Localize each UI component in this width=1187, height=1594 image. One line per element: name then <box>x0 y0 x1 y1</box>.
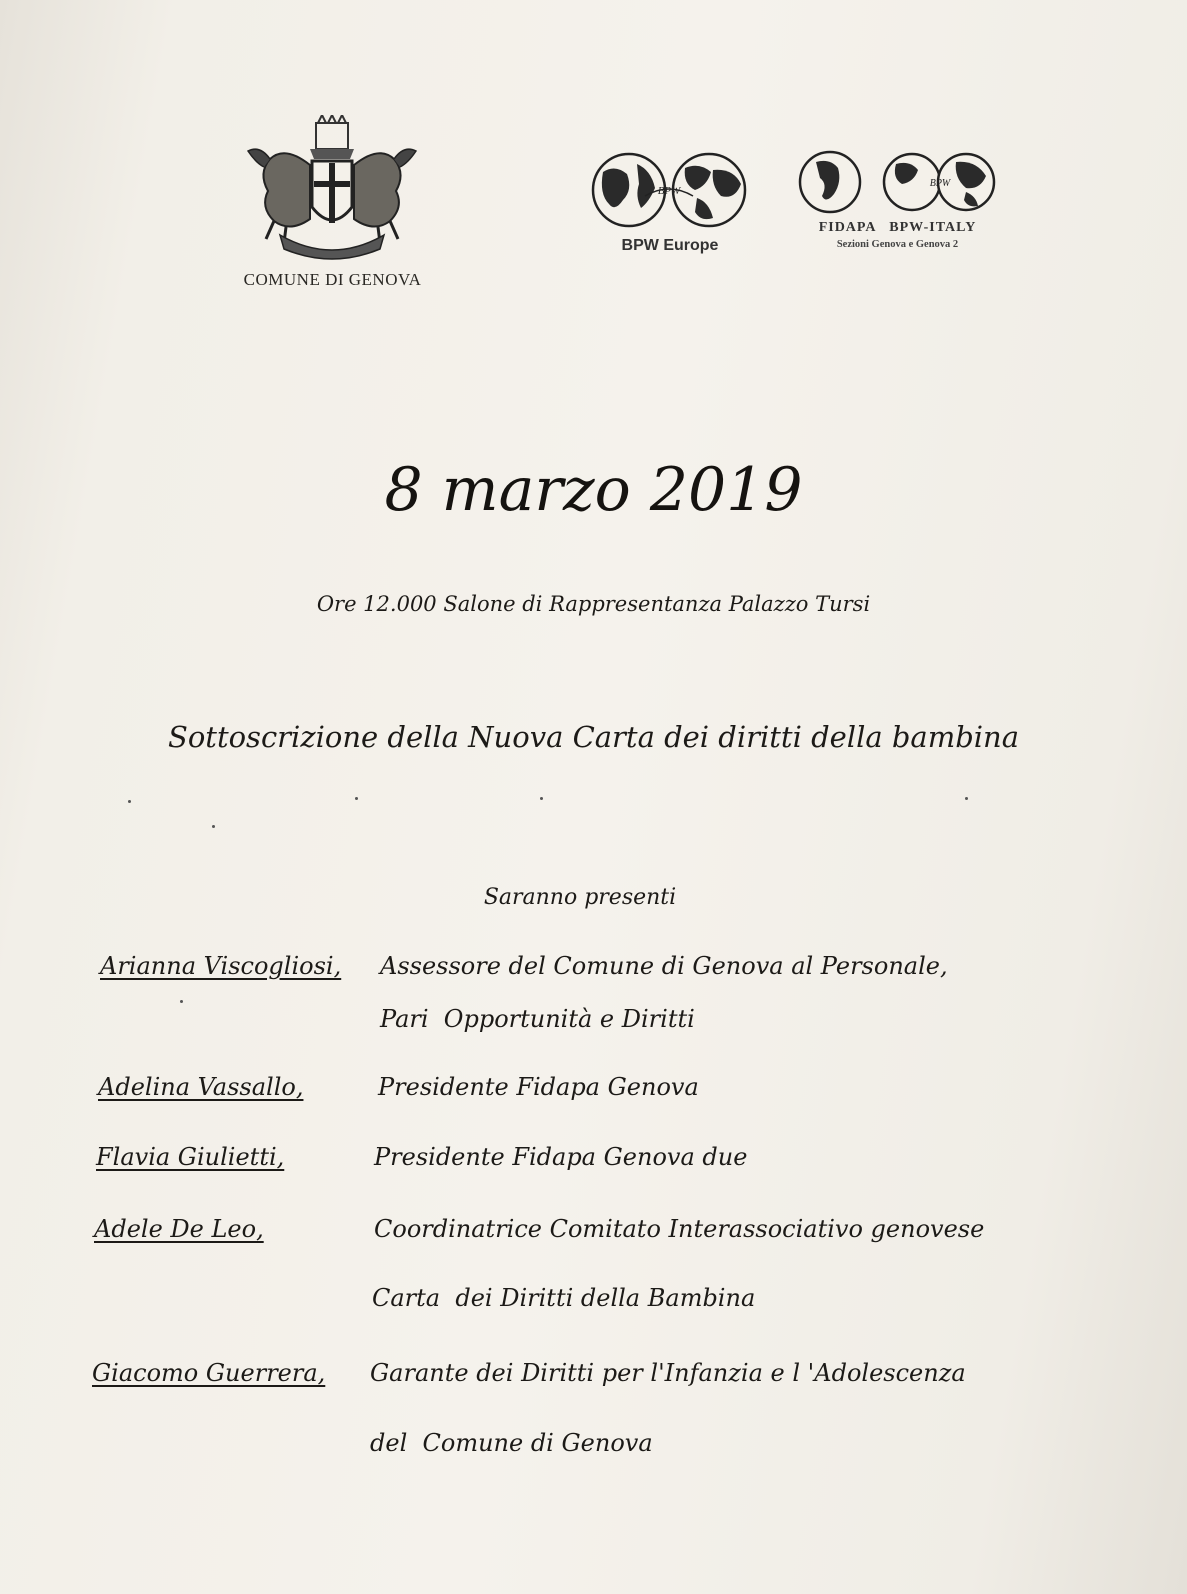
paper-speck <box>212 825 215 828</box>
attendee-role: Presidente Fidapa Genova <box>378 1073 699 1101</box>
bpw-europe-caption: BPW Europe <box>621 237 719 254</box>
attendee-role: Coordinatrice Comitato Interassociativo genovese <box>374 1215 985 1243</box>
paper-speck <box>540 797 543 800</box>
paper-speck <box>355 797 358 800</box>
attendee-role-continued: del Comune di Genova <box>370 1429 653 1457</box>
attendee-name: Arianna Viscogliosi, <box>100 952 342 980</box>
attendee-name: Adelina Vassallo, <box>98 1073 304 1101</box>
attendee-role-continued: Pari Opportunità e Diritti <box>380 1005 695 1033</box>
fidapa-subcaption: Sezioni Genova e Genova 2 <box>836 239 959 250</box>
event-subtitle: Sottoscrizione della Nuova Carta dei diritti della bambina <box>167 720 1020 754</box>
fidapa-caption: FIDAPA BPW-ITALY <box>818 220 977 235</box>
attendee-name: Giacomo Guerrera, <box>92 1359 326 1387</box>
attendee-name: Flavia Giulietti, <box>96 1143 285 1171</box>
comune-genova-caption: COMUNE DI GENOVA <box>243 270 422 289</box>
attendee-role-continued: Carta dei Diritti della Bambina <box>372 1284 756 1312</box>
attendee-role: Assessore del Comune di Genova al Personale, <box>380 952 948 980</box>
attendee-role: Presidente Fidapa Genova due <box>374 1143 748 1171</box>
fidapa-bpw-italy-logo <box>790 150 1005 265</box>
paper-speck <box>128 800 131 803</box>
bpw-europe-logo <box>585 150 755 265</box>
event-time-place: Ore 12.000 Salone di Rappresentanza Palazzo Tursi <box>316 592 871 616</box>
event-date: 8 marzo 2019 <box>384 455 803 525</box>
attendee-role: Garante dei Diritti per l'Infanzia e l 'Adolescenza <box>370 1359 966 1387</box>
globes-icon <box>585 150 755 230</box>
globes-icon <box>790 150 1005 218</box>
bpw-globe-label: BPW <box>657 185 681 197</box>
paper-speck <box>965 797 968 800</box>
fidapa-globe-label: BPW <box>929 178 951 189</box>
paper-speck <box>180 1000 183 1003</box>
coat-of-arms-icon <box>240 115 425 265</box>
attendee-name: Adele De Leo, <box>94 1215 264 1243</box>
comune-genova-logo <box>220 115 445 295</box>
attendees-heading: Saranno presenti <box>483 885 677 910</box>
